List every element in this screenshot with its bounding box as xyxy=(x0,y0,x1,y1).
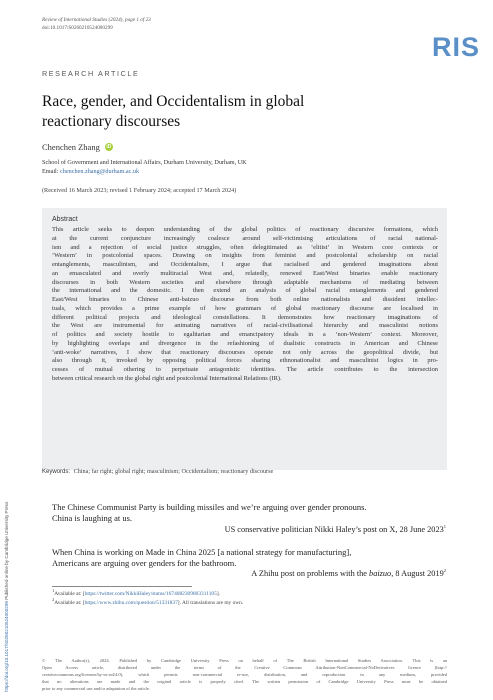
epigraph-attribution xyxy=(225,525,446,536)
author-line xyxy=(42,142,113,152)
received-dates: (Received 16 March 2023; revised 1 February 2024; accepted 17 March 2024) xyxy=(42,187,237,194)
epigraph-line: When China is working on Made in China 2025 [a national strategy for manufacturing], xyxy=(52,547,352,557)
keywords-label: Keywords: xyxy=(42,469,71,475)
affiliation: School of Government and International Affairs, Durham University, Durham, UK xyxy=(42,159,247,166)
keywords xyxy=(42,468,273,475)
journal-meta xyxy=(42,17,151,32)
copyright-notice xyxy=(42,657,447,692)
footnote-number: 2 xyxy=(52,597,55,603)
keywords-list: China; far right; global right; masculinism; Occidentalism; reactionary discourse xyxy=(73,468,274,475)
abstract-line: tuals, which provides a prime example of how grammars of global reactionary discourse are localised in xyxy=(52,304,438,312)
epigraph-quote xyxy=(52,547,351,568)
orcid-icon[interactable]: iD xyxy=(106,144,112,150)
abstract-line: an emasculated and overly multiracial West and, relatedly, renewed East/West binaries enable reactionary xyxy=(52,269,438,277)
footnote: $^2$Available at: [https://www.zhihu.com/question/51331837]. All translations are my own. xyxy=(52,597,244,606)
abstract-line: ‘Western’ in postcolonial spaces. Drawing on insights from feminist and postcolonial scholarship on racial xyxy=(52,252,438,260)
abstract-line: discourses in both Western societies and elsewhere through adaptable mechanisms of mediating between xyxy=(52,278,438,286)
sidebar-doi-notice xyxy=(4,502,9,692)
journal-logo: RIS xyxy=(432,32,481,62)
abstract-line: cesses of mutual othering to perpetuate antagonistic identities. The article contributes to the intersection xyxy=(52,366,438,373)
attribution-text: , 8 August 2019 xyxy=(391,569,444,578)
copyright-line: prior to any commercial use and/or adaptation of the article. xyxy=(42,686,150,691)
epigraph-attribution xyxy=(251,569,446,580)
epigraph-line: China is laughing at us. xyxy=(52,512,133,523)
affiliation-block xyxy=(42,158,247,176)
footnote-marker[interactable]: 2 xyxy=(443,568,446,574)
article-doi[interactable]: doi:10.1017/S0260210524000299 xyxy=(42,24,113,31)
abstract-line: different political projects and ideological constellations. It demonstrates how reactionary imaginations of xyxy=(52,313,438,321)
epigraph-line: Americans are arguing over genders for the bathroom. xyxy=(52,557,237,568)
abstract-line: entanglements, masculinism, and Occidentalism, I argue that racialised and gendered imaginations about xyxy=(52,261,438,268)
attribution-text: US conservative politician Nikki Haley’s post on X, 28 June 2023 xyxy=(224,525,444,534)
sidebar-text: Published online by Cambridge University Press xyxy=(4,501,9,602)
abstract-line: the West are instrumental for animating narratives of racial-civilisational hierarchy and masculinist notions xyxy=(52,322,438,330)
abstract-line: This article seeks to deepen understanding of the global politics of reactionary discursive formations, which xyxy=(52,226,438,233)
footnote-link[interactable]: https://www.zhihu.com/question/51331837 xyxy=(84,600,178,606)
attribution-text: A Zhihu post on problems with the xyxy=(251,569,370,578)
email-label: Email: xyxy=(42,168,59,175)
epigraph-quote xyxy=(52,502,367,523)
author-name[interactable]: Chenchen Zhang xyxy=(42,142,100,152)
footnote-text: . All translations are my own. xyxy=(179,600,244,606)
footnote-number: 1 xyxy=(52,588,55,594)
footnote-divider xyxy=(52,586,192,587)
article-title: Race, gender, and Occidentalism in global reactionary discourses xyxy=(42,93,305,130)
abstract-line: the international and the domestic. I then extend an analysis of global racial entanglements and gendered xyxy=(52,287,438,295)
email-line xyxy=(42,167,247,176)
copyright-line: creativecommons.org/licenses/by-nc-nd/4.0), which permits non-commercial re-use, distribution, and reproduction in any medium, provided xyxy=(42,672,447,677)
abstract-line: of politics and society hostile to egalitarian and emancipatory ideals in a ‘non-Western’ context. Moreover, xyxy=(52,331,438,338)
footnote-text: . xyxy=(218,591,220,597)
footnote: $^1$Available at: [https://twitter.com/NikkiHaley/status/1674082309803311105]. xyxy=(52,588,220,597)
abstract-line: between critical research on the global right and postcolonial International Relations (IR). xyxy=(52,374,282,382)
footnote-link[interactable]: https://twitter.com/NikkiHaley/status/1674082309803311105 xyxy=(84,591,217,597)
footnote-marker[interactable]: 1 xyxy=(443,524,446,530)
abstract-line: at the current conjuncture increasingly coalesce around self-victimising articulations of racial national- xyxy=(52,234,438,242)
abstract-line: East/West binaries to Chinese anti-baizuo discourse from both online nationalists and dissident intellec- xyxy=(52,296,438,303)
footnote-text: Available at: xyxy=(54,600,83,606)
copyright-line: Open Access article, distributed under the terms of the Creative Commons Attribution-NonCommercial-NoDerivatives licence (http:// xyxy=(42,665,447,670)
copyright-line: © The Author(s), 2024. Published by Cambridge University Press on behalf of The British International Studies Association. This is an xyxy=(42,658,447,663)
journal-citation: Review of International Studies (2024), page 1 of 23 xyxy=(42,17,151,23)
sidebar-doi-link[interactable]: https://doi.org/10.1017/S0260210524000299 xyxy=(4,601,9,692)
epigraph-line: The Chinese Communist Party is building missiles and we’re arguing over gender pronouns. xyxy=(52,502,367,512)
article-type: RESEARCH ARTICLE xyxy=(42,69,140,78)
abstract-line: ‘anti-woke’ narratives, I show that reactionary discourses operate not only across the geopolitical divide, but xyxy=(52,348,438,356)
abstract-line: ism and a rejection of social justice struggles, often delegitimated as ‘elitist’ in Western core contexts or xyxy=(52,243,438,251)
abstract-line: by highlighting overlaps and divergence in the refashioning of dualistic constructs in American and Chinese xyxy=(52,339,438,347)
copyright-line: that no alterations are made and the original article is properly cited. The written permission of Cambridge University Press must be obtained xyxy=(42,679,447,684)
abstract-line: also through it, invoked by opposing political forces sharing ethnonationalist and masculinist logics in pro- xyxy=(52,357,438,365)
email-link[interactable]: chenchen.zhang@durham.ac.uk xyxy=(60,168,140,175)
attribution-italic: baizuo xyxy=(369,569,392,578)
footnote-text: Available at: xyxy=(54,591,83,597)
abstract-heading: Abstract xyxy=(52,216,78,223)
abstract-body xyxy=(52,226,438,384)
